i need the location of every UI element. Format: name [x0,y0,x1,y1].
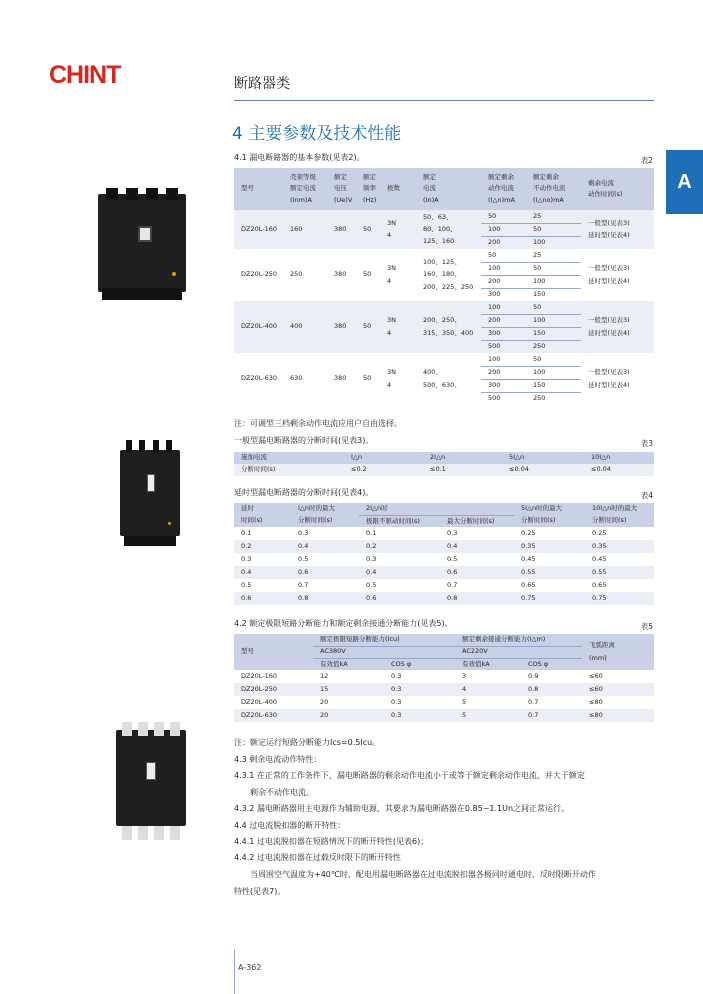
chapter-tab[interactable]: A [666,150,703,214]
t4-cell: 0.5 [241,580,252,589]
idno-cell: 150 [526,327,581,340]
col-idn: 额定剩余 动作电流 (I△n)mA [481,168,526,210]
main-heading: 4 主要参数及技术性能 [232,124,402,144]
product-image-4p-c [116,722,186,840]
t5-cell: 12 [320,671,329,680]
table-row [234,353,654,366]
t4-header: I△n时的最大 [291,503,359,515]
freq-cell: 50 [356,210,380,249]
col-poles: 极数 [380,168,416,210]
t4-cell: 0.3 [447,528,458,537]
ue-cell: 380 [327,301,356,353]
t4-subheader: 分断时间(s) [585,515,654,527]
t5-cell: DZ20L-160 [241,671,277,680]
in-cell: 400、 500、630、 [423,368,461,389]
t4-cell: 0.45 [521,554,536,563]
t5-cell: ≤60 [582,683,654,696]
table-row [234,592,654,605]
model-cell: DZ20L-250 [241,270,277,279]
table2 [234,168,654,405]
time-cell: 一般型(见表3) 延时型(见表4) [581,210,654,249]
t4-cell: 0.75 [585,592,654,605]
t4-cell: 0.1 [366,528,377,537]
freq-cell: 50 [356,301,380,353]
product-image-4p [98,188,186,300]
brand-logo: CHINT [49,61,121,89]
idn-cell: 200 [481,366,526,379]
t5-cell: 3 [462,671,467,680]
para-4-4-2: 4.4.2 过电流脱扣器在过载反时限下的断开特性 [234,853,401,862]
t3-header: 2I△n [423,452,502,464]
t5-cell: 0.7 [521,709,582,722]
idno-cell: 100 [526,314,581,327]
t4-cell: 0.5 [298,554,309,563]
t4-cell: 0.35 [514,540,585,553]
poles-cell: 3N 4 [380,301,416,353]
t4-cell: 0.2 [359,540,440,553]
table4-number: 表4 [640,491,653,500]
table3-number: 表3 [640,439,653,448]
t5-cell: 20 [313,709,384,722]
idno-cell: 50 [526,223,581,236]
idno-cell: 50 [526,353,581,366]
frame-cell: 630 [290,374,303,383]
idn-cell: 300 [481,327,526,340]
table5-number: 表5 [640,622,653,631]
t5-cell: 5 [462,697,467,706]
idn-cell: 50 [481,210,526,223]
freq-cell: 50 [363,270,372,279]
t5-cell: 0.9 [528,671,539,680]
t4-subheader: 时间(s) [234,515,291,527]
idno-cell: 250 [526,340,581,353]
section-title: 断路器类 [234,76,290,92]
idn-cell: 100 [481,301,526,314]
t5-cell: 15 [313,683,384,696]
para-4-4: 4.4 过电流脱扣器的断开特性： [234,821,346,830]
t4-cell: 0.8 [440,592,514,605]
table-row [234,670,654,683]
t3-cell: ≤0.2 [344,464,423,476]
t4-cell: 0.25 [592,528,607,537]
col-idno: 额定剩余 不动作电流 (I△no)mA [526,168,581,210]
t4-cell: 0.6 [359,592,440,605]
frame-cell: 250 [290,270,303,279]
t5-cell: 0.3 [391,671,402,680]
idno-cell: 150 [526,379,581,392]
t3-cell: 分断时间(s) [234,464,344,476]
t5-cell: 5 [455,709,521,722]
t5-cell: DZ20L-630 [234,709,313,722]
freq-cell: 50 [363,374,372,383]
col-in: 额定 电流 (In)A [416,168,481,210]
t3-header: I△n [344,452,423,464]
t5-header-icu: 额定极限短路分断能力(Icu) [313,634,455,646]
t4-cell: 0.8 [291,592,359,605]
t4-cell: 0.3 [241,554,252,563]
table-row [234,566,654,579]
t4-subheader: 最大分断时间(s) [440,515,514,527]
idno-cell: 50 [526,262,581,275]
in-cell: 50、63、 80、100、 125、160 [416,210,481,249]
t4-header: 5I△n时的最大 [514,503,585,515]
idn-cell: 500 [481,340,526,353]
t4-cell: 0.55 [585,566,654,579]
t4-cell: 0.75 [514,592,585,605]
idn-cell: 500 [488,394,501,403]
para-4-3-1-cont: 剩余不动作电流。 [250,788,314,797]
para-4-3-1: 4.3.1 在正常的工作条件下，漏电断路器的剩余动作电流小于或等于额定剩余动作电流，并大于额定 [234,771,585,780]
table-row [234,709,654,722]
t4-cell: 0.4 [234,566,291,579]
para-4-4-1: 4.4.1 过电流脱扣器在短路情况下的断开特性(见表6)； [234,837,429,846]
para-4-4-2-cont: 特性(见表7)。 [234,887,286,896]
table4 [234,503,654,605]
table2-note: 注：可调型三档剩余动作电流应用户自由选择。 [234,419,402,428]
in-cell: 100、125、 160、180、 200、225、250 [423,258,474,291]
t4-cell: 0.5 [366,580,377,589]
para-4-3-2: 4.3.2 漏电断路器用主电源作为辅助电源，其要求为漏电断路器在0.85~1.1Un之间正常运行。 [234,804,570,813]
ue-cell: 380 [334,374,347,383]
col-freq: 额定 频率 (Hz) [356,168,380,210]
page-number: A-362 [238,963,262,972]
model-cell: DZ20L-630 [241,374,277,383]
t5-cell: 0.3 [384,683,455,696]
idn-cell: 100 [481,353,526,366]
t4-cell: 0.1 [241,528,252,537]
t4-cell: 0.2 [234,540,291,553]
idn-cell: 300 [481,379,526,392]
table-row [234,683,654,696]
t5-cell: 0.8 [521,683,582,696]
product-image-4p-b [120,440,180,546]
t4-cell: 0.65 [592,580,607,589]
t3-header: 5I△n [502,452,584,464]
t4-cell: 0.3 [366,554,377,563]
idno-cell: 25 [526,210,581,223]
t5-header-model: 型号 [234,634,313,670]
col-model: 型号 [234,168,283,210]
t3-cell: ≤0.04 [502,464,584,476]
t4-cell: 0.7 [298,580,309,589]
ue-cell: 380 [334,270,347,279]
time-cell: 一般型(见表3) 延时型(见表4) [588,264,630,285]
t5-cell: DZ20L-250 [234,683,313,696]
table3-caption: 一般型漏电断路器的分断时间(见表3)。 [234,436,374,445]
time-cell: 一般型(见表3) 延时型(见表4) [588,368,630,389]
col-frame: 壳架等级 额定电流 (Inm)A [283,168,327,210]
frame-cell: 160 [283,210,327,249]
t5-cell: DZ20L-400 [241,697,277,706]
para-4-3: 4.3 剩余电流动作特性： [234,755,322,764]
table-row [234,553,654,566]
idn-cell: 100 [481,223,526,236]
idno-cell: 250 [533,394,546,403]
t3-cell: ≤0.04 [584,464,654,476]
t4-subheader: 极限不驱动时间(s) [359,515,440,527]
t5-cell: ≤80 [589,697,603,706]
idn-cell: 200 [481,275,526,288]
t5-cell: 0.3 [384,709,455,722]
table5 [234,634,654,722]
table2-number: 表2 [640,156,653,165]
t4-header: 延时 [234,503,291,515]
t4-cell: 0.35 [585,540,654,553]
t4-cell: 0.6 [440,566,514,579]
idno-cell: 100 [526,236,581,249]
table2-caption: 4.1 漏电断路器的基本参数(见表2)。 [234,153,365,162]
poles-cell: 3N 4 [387,368,396,389]
table-row [234,249,654,262]
t5-cell: ≤80 [582,709,654,722]
t4-cell: 0.45 [592,554,607,563]
t4-header: 10I△n时的最大 [585,503,654,515]
t4-header: 2I△n时 [359,503,514,515]
t5-subheader: COS φ [521,658,582,670]
model-cell: DZ20L-160 [234,210,283,249]
t4-cell: 0.4 [359,566,440,579]
t4-cell: 0.65 [521,580,536,589]
t3-header: 10I△n [584,452,654,464]
t4-cell: 0.3 [298,528,309,537]
t5-cell: ≤60 [589,671,603,680]
time-cell: 一般型(见表3) 延时型(见表4) [581,301,654,353]
t5-cell: 0.3 [391,697,402,706]
idno-cell: 150 [533,290,546,299]
idno-cell: 50 [526,301,581,314]
table-row [234,301,654,314]
idn-cell: 50 [481,249,526,262]
col-ue: 额定 电压 (Ue)V [327,168,356,210]
table5-note: 注：额定运行短路分断能力Ics=0.5Icu。 [234,738,381,747]
t5-header-arc: 飞弧距离 (mm) [582,634,654,670]
idno-cell: 100 [526,275,581,288]
col-time: 剩余电流 动作时间(s) [581,168,654,210]
model-cell: DZ20L-400 [234,301,283,353]
t4-cell: 0.25 [521,528,536,537]
in-cell: 200、250、 315、350、400 [416,301,481,353]
table5-caption: 4.2 额定极限短路分断能力和额定剩余接通分断能力(见表5)。 [234,619,453,628]
table-row [234,579,654,592]
table-row [234,527,654,540]
table-row [234,210,654,223]
t5-header-idm: 额定剩余接通分断能力(I△m) [455,634,582,646]
t4-cell: 0.5 [447,554,458,563]
poles-cell: 3N 4 [380,210,416,249]
idno-cell: 100 [526,366,581,379]
t4-cell: 0.4 [291,540,359,553]
t5-subheader: 有效值kA [313,658,384,670]
poles-cell: 3N 4 [387,264,396,285]
idn-cell: 100 [481,262,526,275]
t3-cell: ≤0.1 [423,464,502,476]
idn-cell: 300 [488,290,501,299]
t4-subheader: 分断时间(s) [514,515,585,527]
t5-subheader: 有效值kA [455,658,521,670]
t4-subheader: 分断时间(s) [291,515,359,527]
para-4-4-2-body: 当周围空气温度为+40℃时，配电用漏电断路器在过电流脱扣器各极同时通电时，反时限断开动作 [250,870,596,879]
t4-cell: 0.55 [514,566,585,579]
t5-voltage: AC380V [313,646,455,658]
t4-cell: 0.7 [447,580,458,589]
t3-header: 施加电流 [234,452,344,464]
t5-cell: 4 [455,683,521,696]
t5-voltage: AC220V [455,646,582,658]
t5-cell: 0.7 [528,697,539,706]
frame-cell: 400 [283,301,327,353]
idn-cell: 200 [481,314,526,327]
idn-cell: 200 [481,236,526,249]
t4-cell: 0.6 [291,566,359,579]
footer-rule [234,950,235,994]
header-divider [234,100,654,101]
t4-cell: 0.6 [234,592,291,605]
t5-subheader: COS φ [384,658,455,670]
t4-cell: 0.4 [440,540,514,553]
table-row [234,696,654,709]
idno-cell: 25 [526,249,581,262]
table4-caption: 延时型漏电断路器的分断时间(见表4)。 [234,488,374,497]
table-row [234,540,654,553]
t5-cell: 20 [320,697,329,706]
table3 [234,452,654,476]
ue-cell: 380 [327,210,356,249]
